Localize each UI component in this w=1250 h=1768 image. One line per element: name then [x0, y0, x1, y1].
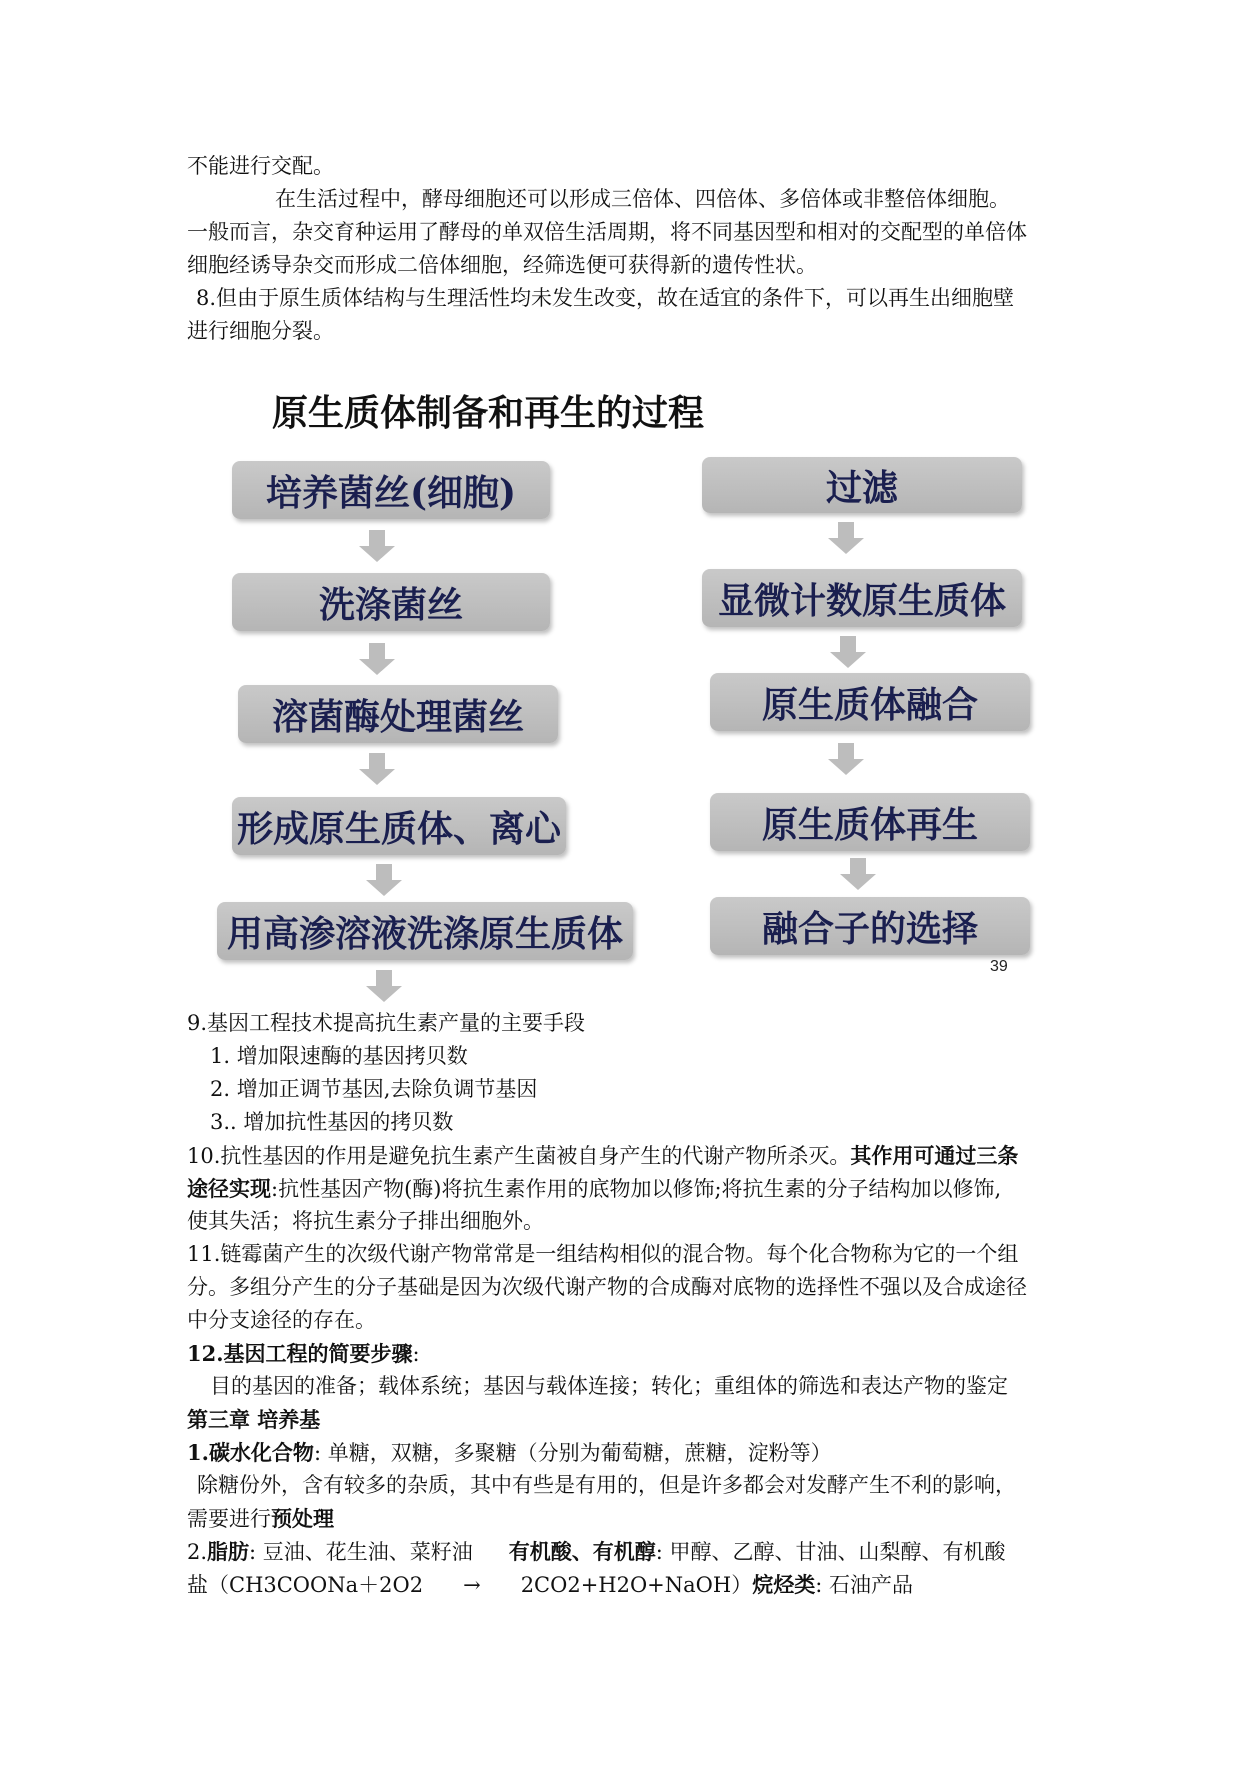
- list-item: 2. 增加正调节基因,去除负调节基因: [210, 1077, 538, 1101]
- item-number: 2.: [187, 1540, 208, 1564]
- list-item: 3.. 增加抗性基因的拷贝数: [210, 1110, 454, 1134]
- arrow-symbol: →: [463, 1573, 481, 1597]
- term-label: 脂肪: [207, 1539, 250, 1564]
- down-arrow-icon: [838, 858, 878, 892]
- section-10-bold: 途径实现: [187, 1176, 271, 1201]
- text-line: [187, 1568, 913, 1602]
- text-line: [187, 1502, 334, 1536]
- formula-text: 盐（CH3COONa＋2O2: [187, 1573, 424, 1597]
- term-label: 有机酸、有机醇: [508, 1539, 656, 1564]
- section-10-text: 10.抗性基因的作用是避免抗生素产生菌被自身产生的代谢产物所杀灭。: [187, 1144, 851, 1168]
- flow-step-right-1: 过滤: [702, 457, 1022, 513]
- text-line: 不能进行交配。: [187, 154, 334, 178]
- flow-step-right-4: 原生质体再生: [710, 793, 1030, 851]
- text-line: 中分支途径的存在。: [187, 1308, 376, 1332]
- text-line: 11.链霉菌产生的次级代谢产物常常是一组结构相似的混合物。每个化合物称为它的一个组: [187, 1242, 1019, 1266]
- formula-text: 2CO2+H2O+NaOH）: [520, 1573, 753, 1597]
- flow-step-left-5: 用高渗溶液洗涤原生质体: [217, 902, 633, 960]
- section-12-colon: :: [412, 1342, 420, 1366]
- term-label: 碳水化合物: [208, 1440, 314, 1465]
- text-line: 8.但由于原生质体结构与生理活性均未发生改变，故在适宜的条件下，可以再生出细胞壁: [196, 286, 1015, 310]
- down-arrow-icon: [364, 864, 404, 898]
- flow-step-right-3: 原生质体融合: [710, 673, 1030, 731]
- text-line: 使其失活；将抗生素分子排出细胞外。: [187, 1209, 544, 1233]
- term-text: : 甲醇、乙醇、甘油、山梨醇、有机酸: [655, 1540, 1006, 1564]
- down-arrow-icon: [357, 530, 397, 564]
- flow-step-left-1: 培养菌丝(细胞): [232, 461, 550, 519]
- item-number: 1.: [187, 1440, 209, 1465]
- flow-step-left-3: 溶菌酶处理菌丝: [238, 685, 558, 743]
- text-line: [187, 1172, 1001, 1206]
- text-line: [187, 1337, 420, 1371]
- term-text: : 豆油、花生油、菜籽油: [249, 1540, 473, 1564]
- text-line: [187, 1535, 1006, 1569]
- text-line: 在生活过程中，酵母细胞还可以形成三倍体、四倍体、多倍体或非整倍体细胞。: [275, 187, 1010, 211]
- chapter-heading: 第三章 培养基: [187, 1407, 321, 1432]
- text-line: [187, 1139, 1018, 1173]
- text-line: 细胞经诱导杂交而形成二倍体细胞，经筛选便可获得新的遗传性状。: [187, 253, 817, 277]
- figure-title: 原生质体制备和再生的过程: [272, 392, 705, 434]
- section-10-bold: 其作用可通过三条: [850, 1143, 1019, 1168]
- term-text: 需要进行: [187, 1507, 271, 1531]
- down-arrow-icon: [357, 753, 397, 787]
- text-line: 目的基因的准备；载体系统；基因与载体连接；转化；重组体的筛选和表达产物的鉴定: [210, 1374, 1008, 1398]
- flow-step-left-4: 形成原生质体、离心: [232, 797, 566, 855]
- text-line: 分。多组分产生的分子基础是因为次级代谢产物的合成酶对底物的选择性不强以及合成途径: [187, 1275, 1027, 1299]
- text-line: 除糖份外，含有较多的杂质，其中有些是有用的，但是许多都会对发酵产生不利的影响，: [197, 1473, 1016, 1497]
- down-arrow-icon: [826, 743, 866, 777]
- section-12-title: 12.基因工程的简要步骤: [187, 1341, 413, 1366]
- slide-page-number: 39: [990, 958, 1008, 975]
- list-item: 1. 增加限速酶的基因拷贝数: [210, 1044, 468, 1068]
- flow-step-right-2: 显微计数原生质体: [702, 569, 1022, 627]
- section-10-text: :抗性基因产物(酶)将抗生素作用的底物加以修饰;将抗生素的分子结构加以修饰,: [271, 1177, 1002, 1201]
- section-9-title: 9.基因工程技术提高抗生素产量的主要手段: [187, 1011, 586, 1035]
- term-label: 烷烃类: [752, 1572, 816, 1597]
- down-arrow-icon: [364, 970, 404, 1004]
- flow-step-left-2: 洗涤菌丝: [232, 573, 550, 631]
- text-line: 进行细胞分裂。: [187, 319, 334, 343]
- down-arrow-icon: [826, 522, 866, 556]
- text-line: [187, 1436, 832, 1470]
- term-label: 预处理: [271, 1506, 334, 1531]
- term-text: : 单糖，双糖，多聚糖（分别为葡萄糖，蔗糖，淀粉等）: [313, 1441, 832, 1465]
- down-arrow-icon: [357, 643, 397, 677]
- term-text: : 石油产品: [815, 1573, 913, 1597]
- text-line: 一般而言，杂交育种运用了酵母的单双倍生活周期，将不同基因型和相对的交配型的单倍体: [187, 220, 1027, 244]
- down-arrow-icon: [828, 636, 868, 670]
- flow-step-right-5: 融合子的选择: [710, 897, 1030, 955]
